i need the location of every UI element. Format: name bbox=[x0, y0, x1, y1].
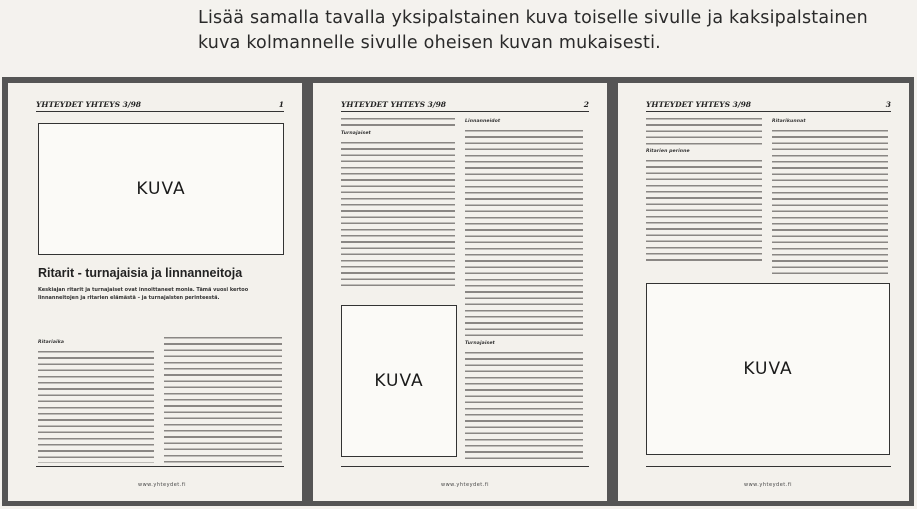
subheading: Turnajaiset bbox=[465, 341, 495, 347]
page-footer: www.yhteydet.fi bbox=[744, 482, 792, 488]
header-rule bbox=[646, 111, 891, 112]
page-footer: www.yhteydet.fi bbox=[441, 482, 489, 488]
footer-rule bbox=[36, 466, 284, 467]
text-column-2 bbox=[772, 116, 888, 276]
instruction-text: Lisää samalla tavalla yksipalstainen kuva toiselle sivulle ja kaksipalstainen kuva kolmannelle sivulle oheisen kuvan mukaisesti. bbox=[198, 8, 868, 53]
text-column-2 bbox=[164, 335, 282, 463]
footer-rule bbox=[646, 466, 891, 467]
image-label: KUVA bbox=[743, 359, 793, 379]
image-placeholder bbox=[341, 305, 457, 457]
subheading: Ritarikunnat bbox=[772, 119, 806, 124]
body-text-lines bbox=[341, 116, 455, 128]
subheading: Turnajaiset bbox=[341, 131, 371, 136]
article-headline: Ritarit - turnajaisia ja linnanneitoja bbox=[38, 266, 243, 280]
page-1 bbox=[8, 83, 302, 501]
image-placeholder bbox=[646, 283, 890, 455]
body-text-lines bbox=[646, 158, 762, 263]
header-title: YHTEYDET YHTEYS 3/98 bbox=[341, 100, 447, 109]
image-placeholder bbox=[38, 123, 284, 255]
text-column-2 bbox=[465, 116, 583, 460]
image-label: KUVA bbox=[374, 371, 424, 391]
text-column-1 bbox=[38, 337, 154, 463]
subheading: Ritariaika bbox=[38, 340, 65, 345]
page-number: 3 bbox=[885, 100, 891, 109]
body-text-lines bbox=[341, 140, 455, 290]
body-text-lines bbox=[646, 116, 762, 146]
page-footer: www.yhteydet.fi bbox=[138, 482, 186, 488]
body-text-lines bbox=[465, 350, 583, 460]
header-title: YHTEYDET YHTEYS 3/98 bbox=[36, 100, 142, 109]
header-rule bbox=[341, 111, 589, 112]
image-label: KUVA bbox=[136, 179, 186, 199]
text-column-1 bbox=[341, 116, 455, 290]
page-number: 2 bbox=[583, 100, 589, 109]
page-3 bbox=[618, 83, 909, 501]
footer-rule bbox=[341, 466, 589, 467]
page-2 bbox=[313, 83, 607, 501]
header-rule bbox=[36, 111, 284, 112]
article-ingress: Keskiajan ritarit ja turnajaiset ovat innoittaneet monia. Tämä vuosi kertoo linnanneitojen ja ritarien elämästä – ja turnajaisten perinteestä. bbox=[38, 287, 249, 301]
page-number: 1 bbox=[278, 100, 284, 109]
body-text-lines bbox=[164, 335, 282, 463]
subheading: Ritarien perinne bbox=[646, 149, 690, 154]
body-text-lines bbox=[772, 128, 888, 276]
header-title: YHTEYDET YHTEYS 3/98 bbox=[646, 100, 752, 109]
body-text-lines bbox=[465, 128, 583, 338]
text-column-1 bbox=[646, 116, 762, 263]
body-text-lines bbox=[38, 349, 154, 463]
subheading: Linnanneidot bbox=[465, 119, 501, 124]
